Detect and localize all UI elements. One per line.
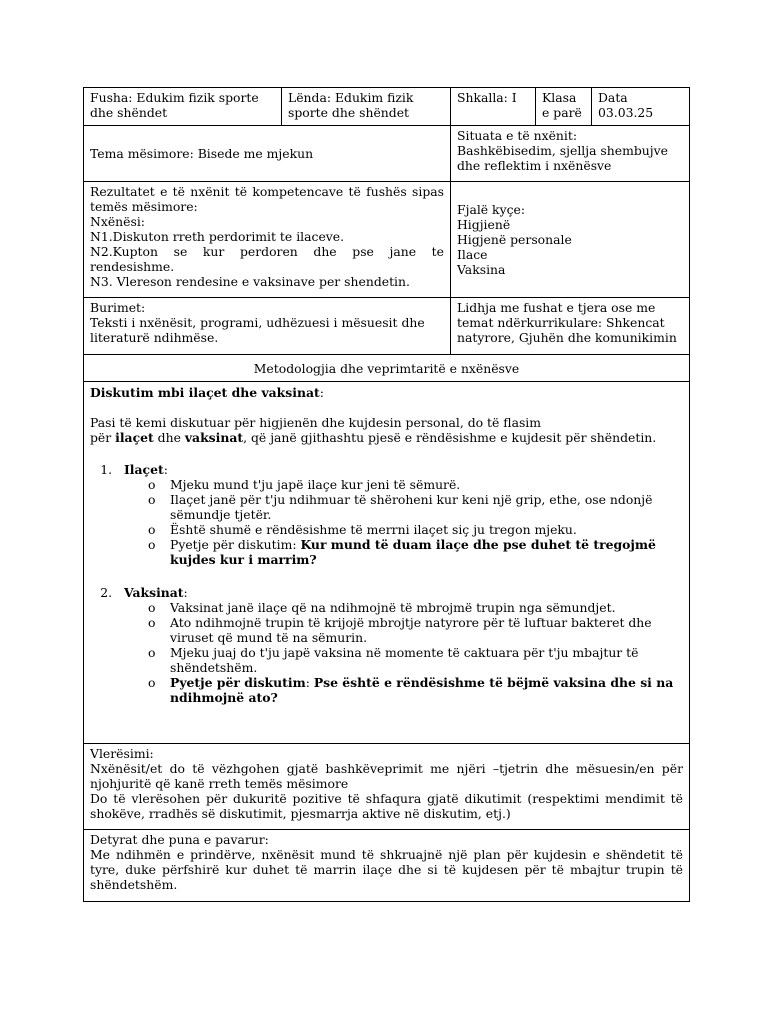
metodologjia-row [84, 355, 690, 382]
diskutim-title [90, 385, 683, 400]
ilacet-question [148, 537, 683, 567]
nxenesi-label: Nxënësi: [90, 214, 145, 229]
list-item: o Vaksinat janë ilaçe që na ndihmojnë të mbrojmë trupin nga sëmundjet. [148, 600, 683, 615]
vaksinat-title: Vaksinat [124, 585, 184, 600]
metodologjia-cell [84, 355, 690, 382]
rezultatet-row [84, 182, 690, 298]
intro-vaksinat: vaksinat [184, 430, 244, 445]
situata-text: Bashkëbisedim, sjellja shembujve dhe reflektim i nxënësve [457, 143, 668, 173]
keyword-item: Higjenë personale [457, 232, 572, 247]
vleresimi-p1: Nxënësit/et do të vëzhgohen gjatë bashkëveprimit me njëri –tjetrin dhe mësuesin/en për njohjuritë që kanë rreth temës mësimore [90, 761, 683, 791]
list-item: o Ato ndihmojnë trupin të krijojë mbrojtje natyrore për të luftuar bakteret dhe viruset që mund të na sëmurin. [148, 615, 683, 645]
rezultatet-intro: Rezultatet e të nxënit të kompetencave të fushës sipas temës mësimore: [90, 184, 444, 214]
question-label: Pyetje për diskutim [170, 675, 306, 690]
vleresimi-p2: Do të vlerësohen për dukuritë pozitive të shfaqura gjatë dikutimit (respektimi mendimit të shokëve, rradhës së diskutimit, pjesmarrja aktive në diskutim, etj.) [90, 791, 683, 821]
list-item: o Mjeku juaj do t'ju japë vaksina në momente të caktuara për t'ju mbajtur të shëndetshëm. [148, 645, 683, 675]
keyword-item: Ilace [457, 247, 488, 262]
list-item: o Ilaçet janë për t'ju ndihmuar të shëroheni kur keni një grip, ethe, ose ndonjë sëmundje tjetër. [148, 492, 683, 522]
diskutim-title-text: Diskutim mbi ilaçet dhe vaksinat [90, 385, 320, 400]
intro-ilacet: ilaçet [115, 430, 154, 445]
fjale-kyce-cell [451, 182, 690, 298]
shkalla-cell: Shkalla: I [451, 88, 536, 126]
intro-line-1: Pasi të kemi diskutuar për higjienën dhe kujdesin personal, do të flasim [90, 415, 542, 430]
intro-pre: për [90, 430, 116, 445]
burimet-text: Teksti i nxënësit, programi, udhëzuesi i mësuesit dhe literaturë ndihmëse. [90, 315, 425, 345]
tema-cell [84, 126, 451, 182]
keyword-item: Vaksina [457, 262, 506, 277]
vaksinat-title-colon: : [183, 585, 188, 600]
metodologjia-heading: Metodologjia dhe veprimtaritë e nxënësve [253, 360, 520, 376]
header-row [84, 88, 690, 126]
burimet-title: Burimet: [90, 300, 146, 315]
topic-vaksinat [116, 585, 683, 705]
list-item: o Është shumë e rëndësishme të merrni ilaçet siç ju tregon mjeku. [148, 522, 683, 537]
ilacet-title: Ilaçet [124, 462, 164, 477]
detyrat-cell [84, 830, 690, 902]
intro-post: , që janë gjithashtu pjesë e rëndësishme e kujdesit për shëndetin. [243, 430, 657, 445]
tema-row [84, 126, 690, 182]
question-text: Kur mund të duam ilaçe dhe pse duhet të tregojmë kujdes kur i marrim? [170, 537, 656, 567]
ilacet-title-colon: : [163, 462, 168, 477]
vaksinat-sublist [148, 600, 683, 705]
fusha-cell: Fusha: Edukim fizik sporte dhe shëndet [84, 88, 282, 126]
detyrat-row [84, 830, 690, 902]
situata-label: Situata e të nxënit: [457, 128, 578, 143]
topics-list [116, 462, 683, 705]
detyrat-text: Me ndihmën e prindërve, nxënësit mund të shkruajnë një plan për kujdesin e shëndetit të tyre, duke përfshirë kur duhet të marrin ilaçe dhe si të kujdesen për të mbajtur trupin të shëndetshëm. [90, 847, 683, 892]
klasa-label: Klasa [542, 90, 577, 105]
lesson-plan-table [83, 87, 690, 902]
burimet-row [84, 298, 690, 355]
outcome-n3: N3. Vlereson rendesine e vaksinave per shendetin. [90, 274, 410, 289]
klasa-value: e parë [542, 105, 582, 120]
vleresimi-title: Vlerësimi: [90, 746, 154, 761]
lesson-plan-page [83, 87, 689, 902]
keyword-item: Higjienë [457, 217, 511, 232]
vleresimi-row [84, 744, 690, 830]
vleresimi-cell [84, 744, 690, 830]
lenda-cell: Lënda: Edukim fizik sporte dhe shëndet [282, 88, 451, 126]
burimet-cell [84, 298, 451, 355]
diskutim-intro [90, 415, 683, 445]
outcome-n1: N1.Diskuton rreth perdorimit te ilaceve. [90, 229, 345, 244]
diskutim-title-colon: : [319, 385, 324, 400]
situata-cell [451, 126, 690, 182]
klasa-cell [536, 88, 592, 126]
lidhja-text: Lidhja me fushat e tjera ose me temat ndërkurrikulare: Shkencat natyrore, Gjuhën dhe komunikimin [457, 300, 677, 345]
topic-ilacet [116, 462, 683, 567]
ilacet-sublist [148, 477, 683, 567]
data-cell [592, 88, 690, 126]
intro-line-2 [90, 430, 683, 445]
outcome-n2: N2.Kupton se kur perdoren dhe pse jane te rendesishme. [90, 244, 444, 274]
fjale-kyce-title: Fjalë kyçe: [457, 202, 526, 217]
data-label: Data [598, 90, 628, 105]
rezultatet-cell [84, 182, 451, 298]
vaksinat-question [148, 675, 683, 705]
lidhja-cell [451, 298, 690, 355]
tema-text: Tema mësimore: Bisede me mjekun [90, 146, 314, 161]
list-item: o Mjeku mund t'ju japë ilaçe kur jeni të sëmurë. [148, 477, 683, 492]
diskutim-row [84, 382, 690, 744]
diskutim-cell [84, 382, 690, 744]
question-label: Pyetje për diskutim: [170, 537, 301, 552]
data-value: 03.03.25 [598, 105, 654, 120]
question-colon: : [305, 675, 314, 690]
detyrat-title: Detyrat dhe puna e pavarur: [90, 832, 269, 847]
question-text: Pse është e rëndësishme të bëjmë vaksina dhe si na ndihmojnë ato? [170, 675, 674, 705]
intro-mid: dhe [153, 430, 185, 445]
